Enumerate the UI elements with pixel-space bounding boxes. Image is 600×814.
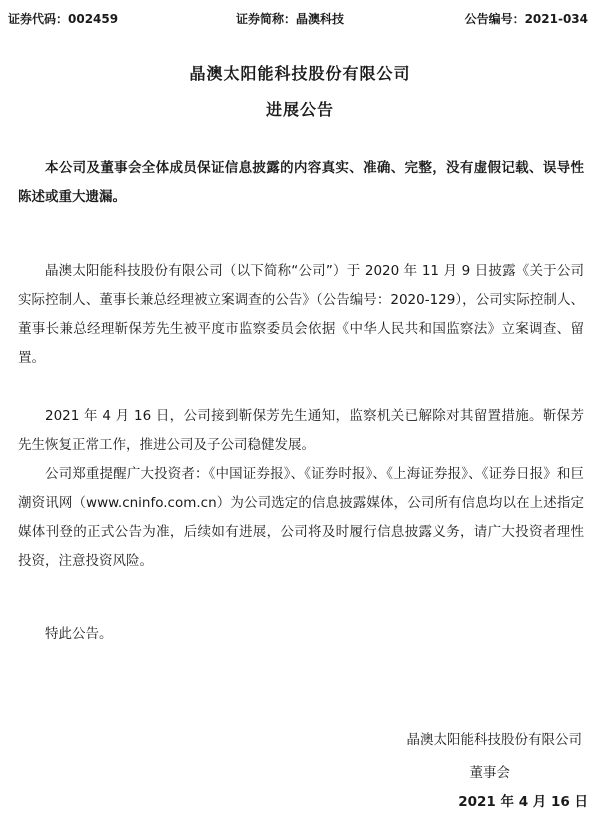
stock-code: 证券代码：002459 <box>8 12 119 26</box>
signature-board: 董事会 <box>469 765 510 781</box>
paragraph-release: 2021 年 4 月 16 日，公司接到靳保芳先生通知，监察机关已解除对其留置措施。靳保芳先生恢复正常工作，推进公司及子公司稳健发展。 <box>18 408 584 453</box>
disclosure-notice: 本公司及董事会全体成员保证信息披露的内容真实、准确、完整，没有虚假记载、误导性陈述或重大遗漏。 <box>18 160 584 205</box>
announcement-number: 公告编号：2021-034 <box>464 12 588 26</box>
signature-date: 2021 年 4 月 16 日 <box>458 794 588 810</box>
stock-name: 证券简称：晶澳科技 <box>236 12 345 26</box>
document-title: 进展公告 <box>265 100 334 119</box>
paragraph-reminder: 公司郑重提醒广大投资者：《中国证券报》、《证券时报》、《上海证券报》、《证券日报》和巨潮资讯网（www.cninfo.com.cn）为公司选定的信息披露媒体，公司所有信息均以在上述指定媒体刊登的正式公告为准，后续如有进展，公司将及时履行信息披露义务，请广大投资者理性投资，注意投资风险。 <box>18 466 584 569</box>
document-header <box>8 10 592 26</box>
company-title: 晶澳太阳能科技股份有限公司 <box>189 64 411 83</box>
paragraph-background: 晶澳太阳能科技股份有限公司（以下简称“公司”）于 2020 年 11 月 9 日披露《关于公司实际控制人、董事长兼总经理被立案调查的公告》（公告编号：2020-129），公司实际控制人、董事长兼总经理靳保芳先生被平度市监察委员会依据《中华人民共和国监察法》立案调查、留置。 <box>18 263 584 366</box>
paragraph-closing: 特此公告。 <box>45 626 113 642</box>
signature-company: 晶澳太阳能科技股份有限公司 <box>406 732 582 748</box>
